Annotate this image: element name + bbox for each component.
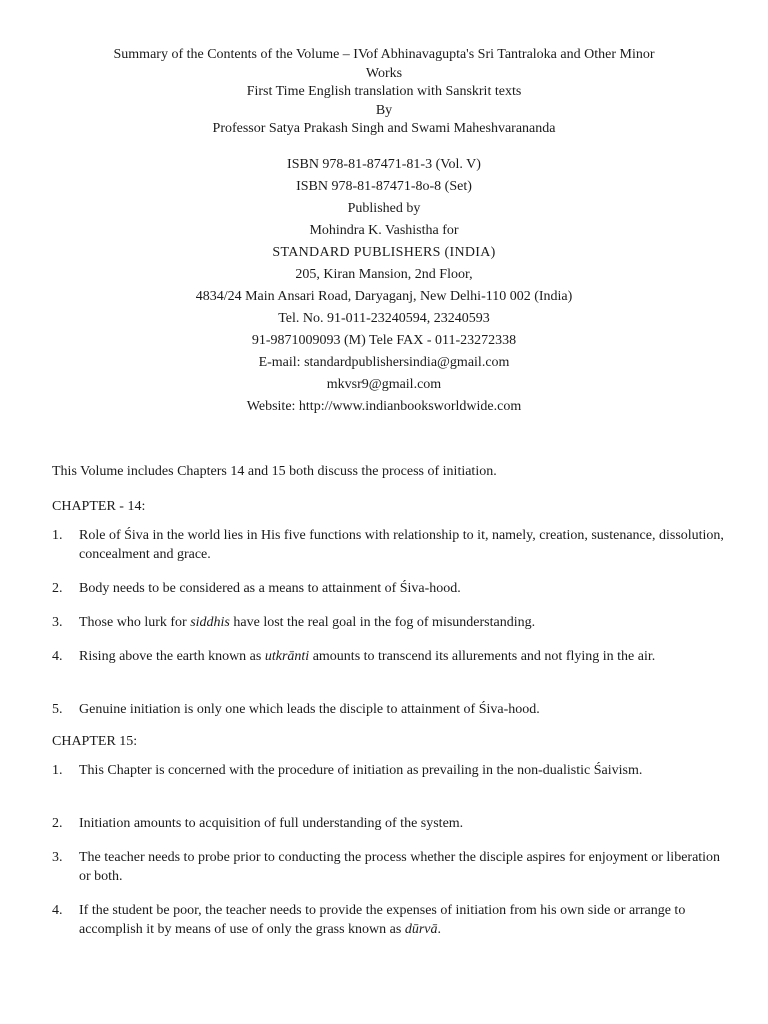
- item-text: Initiation amounts to acquisition of full understanding of the system.: [79, 816, 464, 831]
- website: Website: http://www.indianbooksworldwide.com: [246, 399, 522, 414]
- item-number: 3.: [52, 850, 63, 865]
- item-text: Rising above the earth known as: [79, 649, 265, 664]
- chapter-14-heading: CHAPTER - 14:: [52, 499, 146, 514]
- isbn-volume: ISBN 978-81-87471-81-3 (Vol. V): [287, 157, 481, 172]
- item-text: If the student be poor, the teacher needs to provide the expenses of initiation from his own side or arrange to accomplish it by means of use of only the grass known as: [79, 903, 686, 937]
- item-text: This Chapter is concerned with the procedure of initiation as prevailing in the non-dualistic Śaivism.: [79, 763, 643, 778]
- item-text: Role of Śiva in the world lies in His five functions with relationship to it, namely, creation, sustenance, dissolution, concealment and grace.: [79, 528, 724, 562]
- item-text-tail: amounts to transcend its allurements and not flying in the air.: [309, 649, 656, 664]
- subtitle-line: First Time English translation with Sanskrit texts: [246, 84, 522, 99]
- item-number: 2.: [52, 816, 63, 831]
- intro-paragraph: This Volume includes Chapters 14 and 15 both discuss the process of initiation.: [52, 464, 497, 479]
- list-item: [52, 848, 724, 886]
- item-number: 5.: [52, 702, 63, 717]
- item-text: Those who lurk for: [79, 615, 191, 630]
- by-line: By: [375, 102, 393, 118]
- isbn-set: ISBN 978-81-87471-8o-8 (Set): [296, 179, 472, 194]
- email-secondary: mkvsr9@gmail.com: [326, 377, 442, 392]
- item-emphasis: dūrvā: [404, 922, 438, 937]
- list-item: [52, 526, 724, 564]
- list-item: [52, 814, 724, 833]
- email-primary: E-mail: standardpublishersindia@gmail.com: [258, 355, 510, 370]
- mobile-fax: 91-9871009093 (M) Tele FAX - 011-23272338: [251, 333, 517, 348]
- title-block: [40, 46, 728, 139]
- list-item: [52, 700, 724, 719]
- title-line-1: Summary of the Contents of the Volume – IVof Abhinavagupta's Sri Tantraloka and Other Minor: [113, 47, 655, 62]
- item-text: The teacher needs to probe prior to conducting the process whether the disciple aspires for enjoyment or liberation or both.: [79, 850, 721, 884]
- telephone: Tel. No. 91-011-23240594, 23240593: [278, 311, 490, 326]
- item-emphasis: siddhis: [190, 615, 230, 630]
- publisher-person: Mohindra K. Vashistha for: [309, 223, 459, 238]
- list-item: [52, 647, 724, 666]
- list-item: [52, 761, 724, 780]
- authors-line: Professor Satya Prakash Singh and Swami Maheshvarananda: [212, 121, 556, 136]
- item-number: 1.: [52, 763, 63, 778]
- publication-block: [40, 154, 728, 418]
- item-text: Body needs to be considered as a means to attainment of Śiva-hood.: [79, 581, 461, 596]
- item-text-tail: have lost the real goal in the fog of misunderstanding.: [229, 615, 536, 630]
- list-item: [52, 901, 724, 939]
- list-item: [52, 579, 724, 598]
- item-number: 4.: [52, 649, 63, 664]
- item-number: 1.: [52, 528, 63, 543]
- item-number: 2.: [52, 581, 63, 596]
- list-item: [52, 613, 724, 632]
- address-line-2: 4834/24 Main Ansari Road, Daryaganj, New Delhi-110 002 (India): [195, 289, 573, 304]
- chapter-15-heading: CHAPTER 15:: [52, 734, 138, 749]
- published-by: Published by: [347, 201, 421, 216]
- item-text: Genuine initiation is only one which leads the disciple to attainment of Śiva-hood.: [79, 702, 540, 717]
- item-number: 4.: [52, 903, 63, 918]
- title-line-2: Works: [365, 65, 403, 81]
- item-emphasis: utkrānti: [264, 649, 310, 664]
- item-text-tail: .: [437, 922, 441, 937]
- publisher-name: STANDARD PUBLISHERS (INDIA): [272, 245, 496, 260]
- address-line-1: 205, Kiran Mansion, 2nd Floor,: [295, 267, 473, 282]
- item-number: 3.: [52, 615, 63, 630]
